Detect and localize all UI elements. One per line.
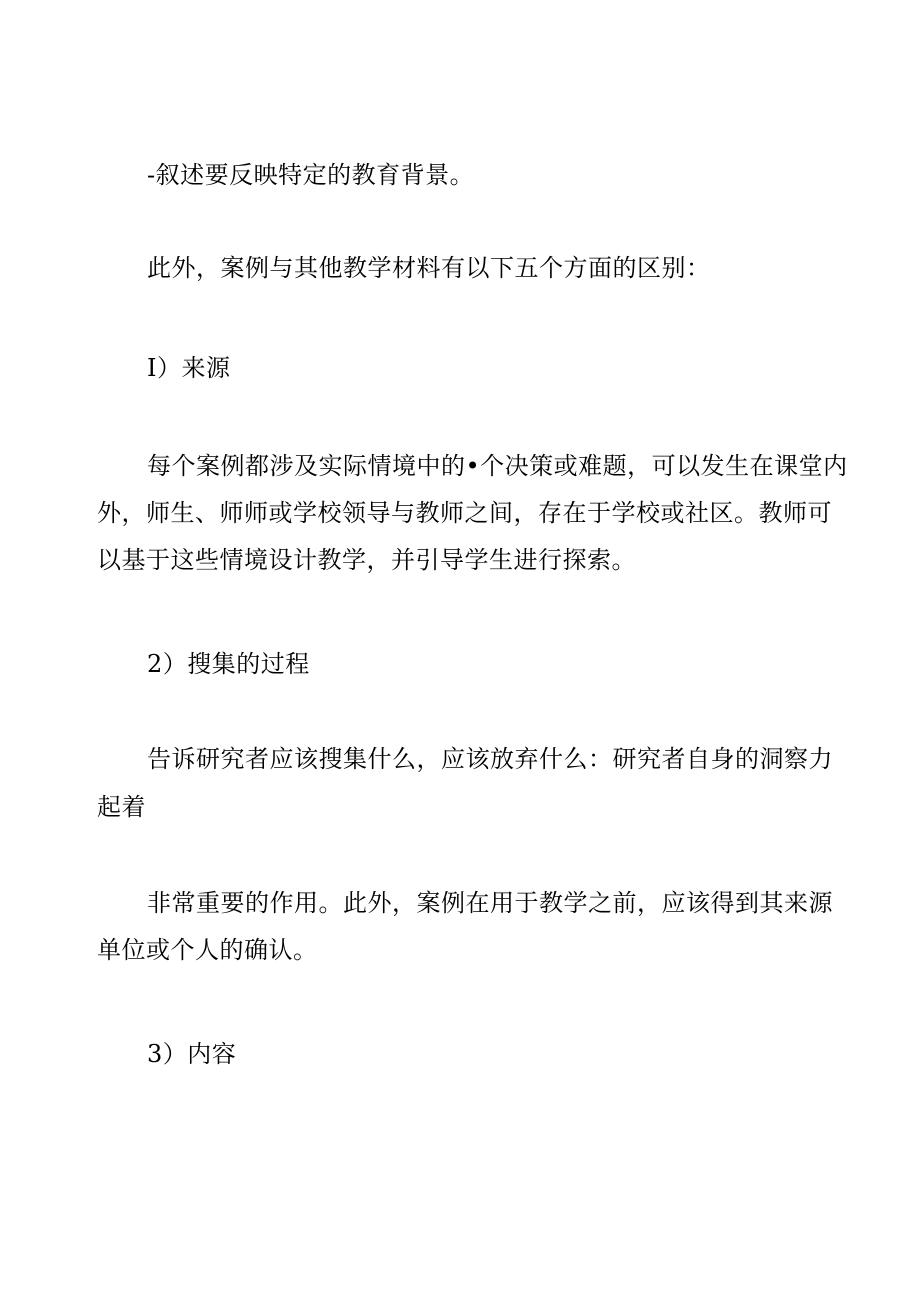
paragraph-five-differences-intro: 此外，案例与其他教学材料有以下五个方面的区别： xyxy=(147,254,711,282)
paragraph-educational-background: -叙述要反映特定的教育背景。 xyxy=(147,161,475,189)
heading-source: I）来源 xyxy=(147,354,231,382)
paragraph-source-line-3: 以基于这些情境设计教学，并引导学生进行探索。 xyxy=(97,546,636,574)
paragraph-confirmation-line-1: 非常重要的作用。此外，案例在用于教学之前，应该得到其来源 xyxy=(147,889,833,917)
paragraph-source-line-2: 外，师生、师师或学校领导与教师之间，存在于学校或社区。教师可 xyxy=(97,499,832,527)
paragraph-collection-line-1: 告诉研究者应该搜集什么，应该放弃什么：研究者自身的洞察力 xyxy=(147,745,833,773)
heading-collection-process: 2）搜集的过程 xyxy=(147,650,310,678)
heading-content: 3）内容 xyxy=(147,1040,237,1068)
paragraph-collection-line-2: 起着 xyxy=(97,793,146,821)
paragraph-confirmation-line-2: 单位或个人的确认。 xyxy=(97,936,318,964)
paragraph-source-line-1: 每个案例都涉及实际情境中的•个决策或难题，可以发生在课堂内 xyxy=(147,452,848,480)
